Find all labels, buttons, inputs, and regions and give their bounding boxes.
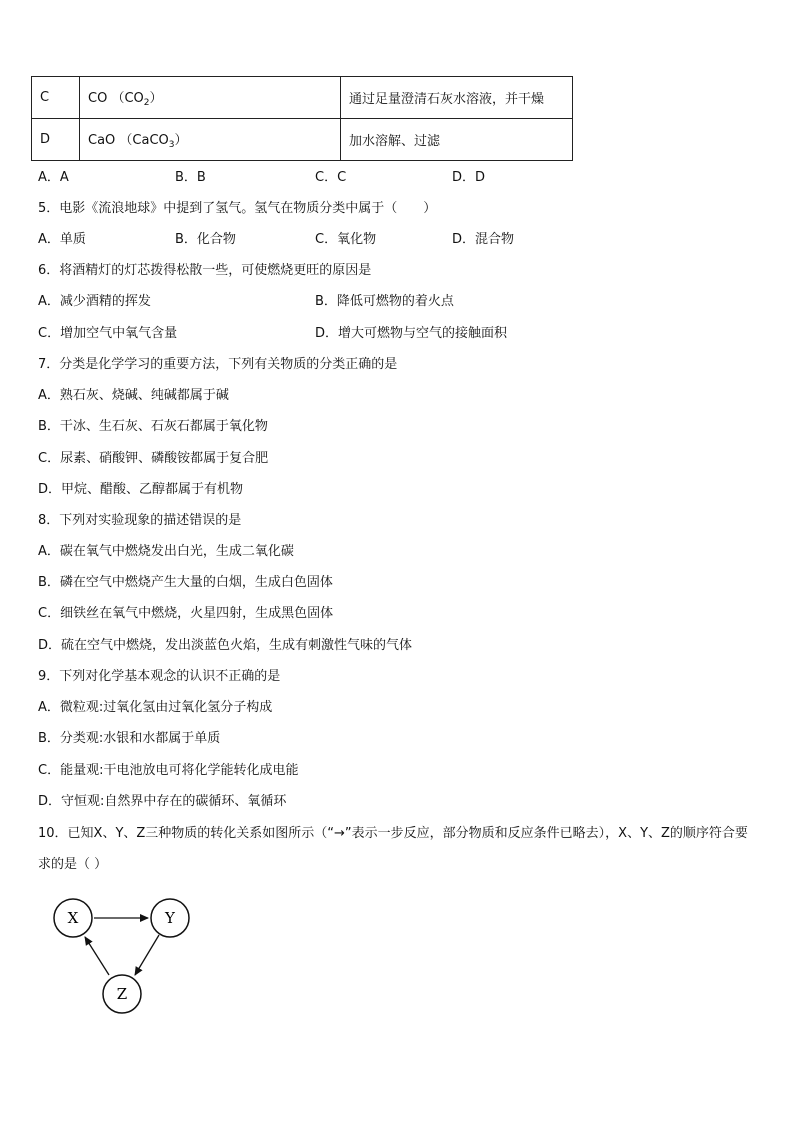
node-z-label: Z xyxy=(116,985,128,1003)
q7-option-a[interactable]: A．熟石灰、烧碱、纯碱都属于碱 xyxy=(38,388,229,403)
q8-option-c[interactable]: C．细铁丝在氧气中燃烧，火星四射，生成黑色固体 xyxy=(38,606,334,621)
option-a[interactable]: A．A xyxy=(38,170,69,185)
option-b[interactable]: B．降低可燃物的着火点 xyxy=(315,294,454,309)
q9-option-a[interactable]: A．微粒观:过氧化氢由过氧化氢分子构成 xyxy=(38,700,273,715)
option-a[interactable]: A．减少酒精的挥发 xyxy=(38,294,151,309)
substance-cell: CO $(CO_2)$ xyxy=(80,77,341,119)
row-label: C xyxy=(32,77,80,119)
node-x-label: X xyxy=(67,909,79,927)
q9-option-c[interactable]: C．能量观:干电池放电可将化学能转化成电能 xyxy=(38,763,299,778)
q5-stem: 5．电影《流浪地球》中提到了氢气。氢气在物质分类中属于（ ） xyxy=(38,201,437,216)
option-d[interactable]: D．D xyxy=(452,170,486,185)
arrow-y-to-z xyxy=(135,935,159,975)
option-c[interactable]: C．C xyxy=(315,170,347,185)
q7-option-c[interactable]: C．尿素、硝酸钾、磷酸铵都属于复合肥 xyxy=(38,451,269,466)
row-label: D xyxy=(32,119,80,161)
q10-stem: 10．已知X、Y、Z三种物质的转化关系如图所示（“→”表示一步反应，部分物质和反应条件已略去），X、Y、Z的顺序符合要求的是（ ） xyxy=(38,826,748,872)
substance-cell: CaO （CaCO$_3$） xyxy=(80,119,341,161)
option-b[interactable]: B．化合物 xyxy=(175,232,236,247)
option-d[interactable]: D．混合物 xyxy=(452,232,515,247)
q7-option-d[interactable]: D．甲烷、醋酸、乙醇都属于有机物 xyxy=(38,482,244,497)
q9-option-d[interactable]: D．守恒观:自然界中存在的碳循环、氧循环 xyxy=(38,794,287,809)
q7-option-b[interactable]: B．干冰、生石灰、石灰石都属于氧化物 xyxy=(38,419,268,434)
node-y-label: Y xyxy=(165,909,175,927)
option-a[interactable]: A．单质 xyxy=(38,232,86,247)
method-cell: 通过足量澄清石灰水溶液，并干燥 xyxy=(341,77,573,119)
q8-stem: 8．下列对实验现象的描述错误的是 xyxy=(38,513,242,528)
option-b[interactable]: B．B xyxy=(175,170,206,185)
option-c[interactable]: C．增加空气中氧气含量 xyxy=(38,326,178,341)
method-cell: 加水溶解、过滤 xyxy=(341,119,573,161)
table-row xyxy=(32,119,573,161)
q8-option-b[interactable]: B．磷在空气中燃烧产生大量的白烟，生成白色固体 xyxy=(38,575,333,590)
q8-option-a[interactable]: A．碳在氧气中燃烧发出白光，生成二氧化碳 xyxy=(38,544,294,559)
q9-option-b[interactable]: B．分类观:水银和水都属于单质 xyxy=(38,731,221,746)
options-table xyxy=(31,76,573,161)
q7-stem: 7．分类是化学学习的重要方法，下列有关物质的分类正确的是 xyxy=(38,357,398,372)
option-d[interactable]: D．增大可燃物与空气的接触面积 xyxy=(315,326,508,341)
transformation-diagram xyxy=(50,895,200,1020)
option-c[interactable]: C．氧化物 xyxy=(315,232,377,247)
q8-option-d[interactable]: D．硫在空气中燃烧，发出淡蓝色火焰，生成有刺激性气味的气体 xyxy=(38,638,413,653)
arrow-z-to-x xyxy=(85,937,109,975)
q9-stem: 9．下列对化学基本观念的认识不正确的是 xyxy=(38,669,281,684)
q6-stem: 6．将酒精灯的灯芯拨得松散一些，可使燃烧更旺的原因是 xyxy=(38,263,372,278)
table-row xyxy=(32,77,573,119)
